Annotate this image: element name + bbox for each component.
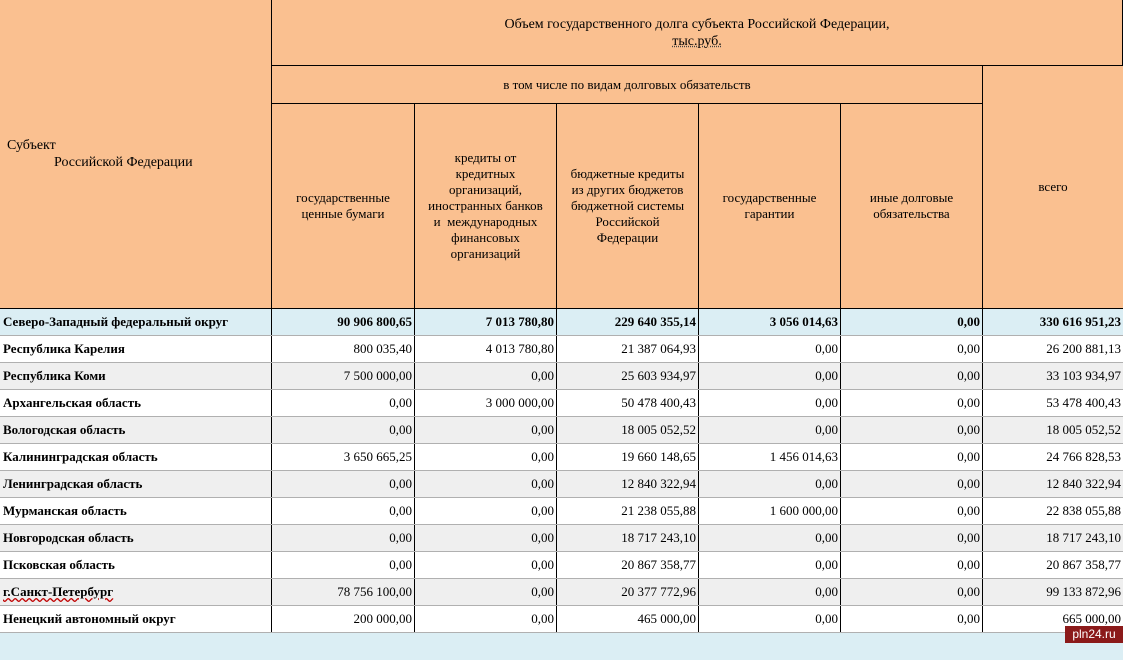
cell-securities: 200 000,00 — [272, 606, 415, 632]
cell-other: 0,00 — [841, 363, 983, 389]
cell-securities: 90 906 800,65 — [272, 309, 415, 335]
cell-total: 665 000,00 — [1062, 611, 1121, 626]
col-header-line: гарантии — [744, 206, 795, 221]
cell-budget-credits: 18 717 243,10 — [557, 525, 699, 551]
table-row — [0, 606, 1123, 633]
cell-budget-credits: 21 387 064,93 — [557, 336, 699, 362]
table-row-total — [0, 309, 1123, 336]
col-header-line: организаций — [450, 246, 521, 261]
cell-credit-orgs: 0,00 — [415, 417, 557, 443]
cell-total: 33 103 934,97 — [1046, 368, 1121, 383]
cell-guarantees: 3 056 014,63 — [699, 309, 841, 335]
cell-credit-orgs: 0,00 — [415, 444, 557, 470]
cell-credit-orgs: 0,00 — [415, 525, 557, 551]
cell-other: 0,00 — [841, 498, 983, 524]
table-row — [0, 471, 1123, 498]
table-row — [0, 336, 1123, 363]
subject-header-line1: Субъект — [7, 138, 56, 153]
table-row — [0, 525, 1123, 552]
cell-guarantees: 0,00 — [699, 606, 841, 632]
row-subject-name: Ненецкий автономный округ — [0, 606, 272, 632]
table-title-line1: Объем государственного долга субъекта Российской Федерации, — [504, 16, 890, 32]
table-title-line2: тыс.руб. — [672, 33, 722, 49]
cell-total: 330 616 951,23 — [1039, 314, 1121, 329]
cell-other: 0,00 — [841, 579, 983, 605]
cell-guarantees: 0,00 — [699, 552, 841, 578]
col-header-line: и международных — [433, 214, 538, 229]
cell-budget-credits: 19 660 148,65 — [557, 444, 699, 470]
site-watermark: pln24.ru — [1065, 626, 1123, 643]
col-header-line: организаций, — [448, 182, 523, 197]
cell-total: 53 478 400,43 — [1046, 395, 1121, 410]
cell-securities: 3 650 665,25 — [272, 444, 415, 470]
row-subject-name: Вологодская область — [0, 417, 272, 443]
subject-header-label — [7, 137, 193, 171]
col-header-line: бюджетной системы — [570, 198, 685, 213]
cell-other: 0,00 — [841, 552, 983, 578]
subject-header-line2: Российской Федерации — [54, 155, 193, 170]
cell-credit-orgs: 0,00 — [415, 552, 557, 578]
cell-guarantees: 0,00 — [699, 390, 841, 416]
cell-other: 0,00 — [841, 309, 983, 335]
cell-other: 0,00 — [841, 471, 983, 497]
cell-guarantees: 0,00 — [699, 471, 841, 497]
col-header-line: Российской — [595, 214, 660, 229]
col-header-budget-credits — [557, 104, 699, 309]
table-row — [0, 417, 1123, 444]
col-header-line: иностранных банков — [428, 198, 543, 213]
row-subject-name: Ленинградская область — [0, 471, 272, 497]
row-subject-name: Республика Карелия — [0, 336, 272, 362]
table-row — [0, 444, 1123, 471]
cell-other: 0,00 — [841, 525, 983, 551]
cell-budget-credits: 20 377 772,96 — [557, 579, 699, 605]
col-header-other — [841, 104, 983, 309]
row-subject-name: Новгородская область — [0, 525, 272, 551]
cell-securities: 0,00 — [272, 525, 415, 551]
col-header-total — [983, 66, 1123, 309]
debt-types-group-header — [272, 66, 983, 104]
cell-credit-orgs: 7 013 780,80 — [415, 309, 557, 335]
cell-budget-credits: 229 640 355,14 — [557, 309, 699, 335]
cell-budget-credits: 12 840 322,94 — [557, 471, 699, 497]
cell-credit-orgs: 0,00 — [415, 579, 557, 605]
table-row — [0, 363, 1123, 390]
cell-guarantees: 1 456 014,63 — [699, 444, 841, 470]
cell-guarantees: 0,00 — [699, 363, 841, 389]
col-header-line: бюджетные кредиты — [570, 166, 685, 181]
cell-guarantees: 0,00 — [699, 525, 841, 551]
cell-securities: 800 035,40 — [272, 336, 415, 362]
cell-budget-credits: 21 238 055,88 — [557, 498, 699, 524]
table-row — [0, 552, 1123, 579]
cell-securities: 0,00 — [272, 552, 415, 578]
col-header-line: из других бюджетов — [571, 182, 684, 197]
row-subject-name: Псковская область — [0, 552, 272, 578]
cell-other: 0,00 — [841, 444, 983, 470]
cell-budget-credits: 25 603 934,97 — [557, 363, 699, 389]
cell-total: 22 838 055,88 — [1046, 503, 1121, 518]
cell-other: 0,00 — [841, 390, 983, 416]
cell-budget-credits: 18 005 052,52 — [557, 417, 699, 443]
table-row — [0, 390, 1123, 417]
col-header-line: всего — [1038, 179, 1068, 194]
cell-credit-orgs: 0,00 — [415, 498, 557, 524]
cell-securities: 0,00 — [272, 417, 415, 443]
cell-total: 26 200 881,13 — [1046, 341, 1121, 356]
cell-total: 20 867 358,77 — [1046, 557, 1121, 572]
row-subject-name: Северо-Западный федеральный округ — [0, 309, 272, 335]
cell-total: 18 005 052,52 — [1046, 422, 1121, 437]
cell-securities: 0,00 — [272, 471, 415, 497]
cell-total: 18 717 243,10 — [1046, 530, 1121, 545]
col-header-securities — [272, 104, 415, 309]
cell-budget-credits: 465 000,00 — [557, 606, 699, 632]
cell-credit-orgs: 0,00 — [415, 471, 557, 497]
table-title-cell — [272, 0, 1123, 66]
cell-total: 12 840 322,94 — [1046, 476, 1121, 491]
col-header-line: кредитных — [455, 166, 516, 181]
cell-other: 0,00 — [841, 336, 983, 362]
cell-credit-orgs: 0,00 — [415, 363, 557, 389]
cell-securities: 78 756 100,00 — [272, 579, 415, 605]
col-header-line: Федерации — [596, 230, 659, 245]
cell-credit-orgs: 3 000 000,00 — [415, 390, 557, 416]
row-subject-name-text: г.Санкт-Петербург — [3, 584, 114, 599]
col-header-line: обязательства — [873, 206, 950, 221]
col-header-line: ценные бумаги — [301, 206, 385, 221]
col-header-line: кредиты от — [454, 150, 517, 165]
row-subject-name: Мурманская область — [0, 498, 272, 524]
table-row — [0, 579, 1123, 606]
cell-total: 24 766 828,53 — [1046, 449, 1121, 464]
table-row — [0, 498, 1123, 525]
cell-total: 99 133 872,96 — [1046, 584, 1121, 599]
table-row-partial — [0, 633, 1123, 660]
cell-credit-orgs: 4 013 780,80 — [415, 336, 557, 362]
debt-types-group-label: в том числе по видам долговых обязательств — [503, 76, 751, 92]
col-header-line: государственные — [296, 190, 390, 205]
cell-other: 0,00 — [841, 417, 983, 443]
cell-credit-orgs: 0,00 — [415, 606, 557, 632]
row-subject-name: Калининградская область — [0, 444, 272, 470]
cell-budget-credits: 50 478 400,43 — [557, 390, 699, 416]
cell-other: 0,00 — [841, 606, 983, 632]
cell-guarantees: 1 600 000,00 — [699, 498, 841, 524]
col-header-line: государственные — [722, 190, 817, 205]
cell-guarantees: 0,00 — [699, 417, 841, 443]
col-header-guarantees — [699, 104, 841, 309]
cell-securities: 0,00 — [272, 390, 415, 416]
cell-guarantees: 0,00 — [699, 336, 841, 362]
cell-guarantees: 0,00 — [699, 579, 841, 605]
cell-budget-credits: 20 867 358,77 — [557, 552, 699, 578]
col-header-line: финансовых — [451, 230, 520, 245]
cell-securities: 0,00 — [272, 498, 415, 524]
col-header-credit-orgs — [415, 104, 557, 309]
cell-securities: 7 500 000,00 — [272, 363, 415, 389]
col-header-line: иные долговые — [869, 190, 954, 205]
row-subject-name: Архангельская область — [0, 390, 272, 416]
row-subject-name: Республика Коми — [0, 363, 272, 389]
table-body — [0, 309, 1123, 660]
row-subject-name — [0, 579, 272, 605]
